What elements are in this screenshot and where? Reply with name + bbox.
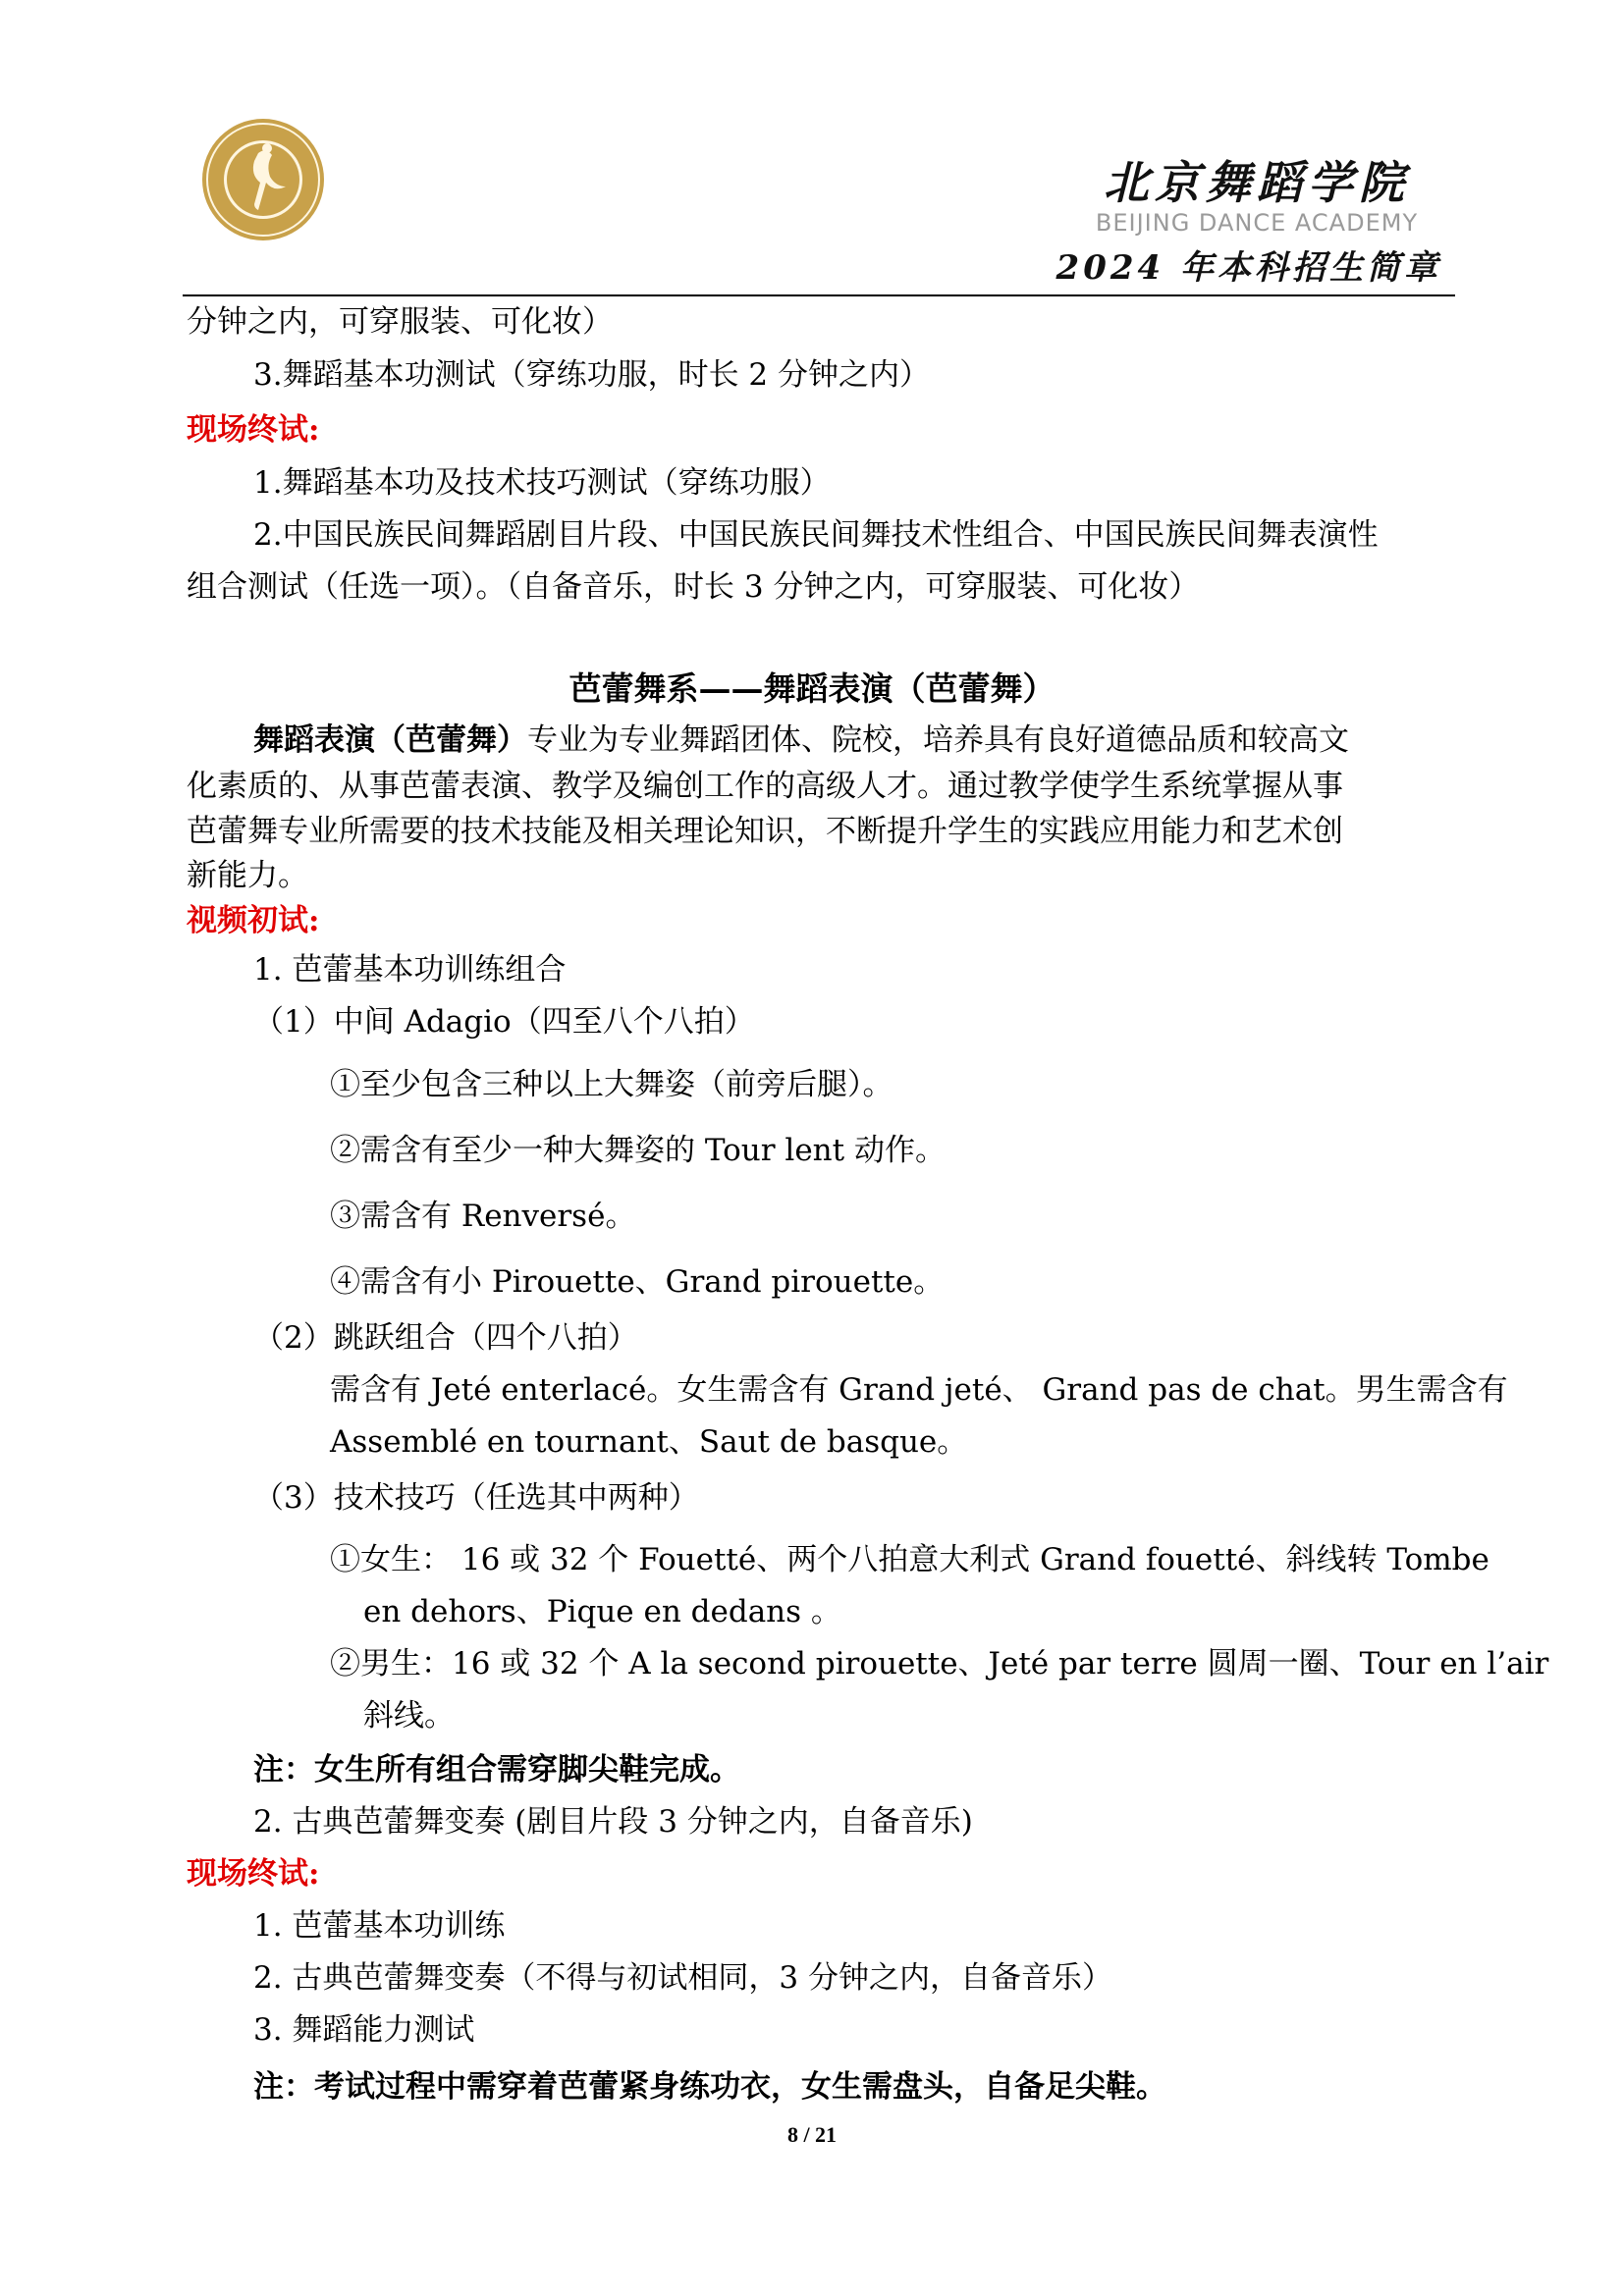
list-item: Assemblé en tournant、Saut de basque。 <box>330 1424 968 1460</box>
list-item: 需含有 Jeté enterlacé。女生需含有 Grand jeté、 Grand pas de chat。男生需含有 <box>330 1372 1508 1408</box>
section-label-video-exam: 视频初试: <box>187 903 320 938</box>
list-item: ①女生： 16 或 32 个 Fouetté、两个八拍意大利式 Grand fouetté、斜线转 Tombe <box>330 1542 1489 1577</box>
list-item: ③需含有 Renversé。 <box>330 1199 636 1234</box>
section-heading: 芭蕾舞系——舞蹈表演（芭蕾舞） <box>568 669 1056 708</box>
list-item: （3）技术技巧（任选其中两种） <box>253 1480 699 1516</box>
paragraph-line: 芭蕾舞专业所需要的技术技能及相关理论知识，不断提升学生的实践应用能力和艺术创 <box>187 814 1343 849</box>
text-line: 2.中国民族民间舞蹈剧目片段、中国民族民间舞技术性组合、中国民族民间舞表演性 <box>253 517 1379 553</box>
list-item: （2）跳跃组合（四个八拍） <box>253 1320 638 1356</box>
paragraph-text: 专业为专业舞蹈团体、院校，培养具有良好道德品质和较高文 <box>527 722 1349 758</box>
header-divider <box>183 294 1455 296</box>
section-label-final-exam: 现场终试: <box>187 412 320 448</box>
text-line: 1.舞蹈基本功及技术技巧测试（穿练功服） <box>253 465 831 501</box>
note-text: 注：考试过程中需穿着芭蕾紧身练功衣，女生需盘头，自备足尖鞋。 <box>253 2069 1166 2105</box>
text-line: 3.舞蹈基本功测试（穿练功服，时长 2 分钟之内） <box>253 357 931 393</box>
academy-logo <box>199 116 327 243</box>
list-item: 3. 舞蹈能力测试 <box>253 2012 475 2048</box>
list-item: ②需含有至少一种大舞姿的 Tour lent 动作。 <box>330 1133 946 1168</box>
list-item: ①至少包含三种以上大舞姿（前旁后腿）。 <box>330 1067 893 1102</box>
paragraph-line: 新能力。 <box>187 858 308 893</box>
paragraph-line: 化素质的、从事芭蕾表演、教学及编创工作的高级人才。通过教学使学生系统掌握从事 <box>187 769 1343 804</box>
brochure-title: 2024 年本科招生简章 <box>1056 248 1441 288</box>
text-line: 组合测试（任选一项）。（自备音乐，时长 3 分钟之内，可穿服装、可化妆） <box>187 569 1200 605</box>
brand-english-name: BEIJING DANCE ACADEMY <box>1095 209 1419 237</box>
list-item: 2. 古典芭蕾舞变奏（不得与初试相同，3 分钟之内，自备音乐） <box>253 1960 1113 1996</box>
list-item: ②男生：16 或 32 个 A la second pirouette、Jeté par terre 圆周一圈、Tour en l’air <box>330 1646 1549 1682</box>
list-item: 1. 芭蕾基本功训练组合 <box>253 952 567 988</box>
text-line: 分钟之内，可穿服装、可化妆） <box>187 304 613 340</box>
page-number: 8 / 21 <box>786 2122 838 2147</box>
list-item: 1. 芭蕾基本功训练 <box>253 1908 506 1944</box>
major-name: 舞蹈表演（芭蕾舞） <box>253 722 527 758</box>
list-item: 斜线。 <box>363 1698 455 1734</box>
list-item: 2. 古典芭蕾舞变奏 (剧目片段 3 分钟之内，自备音乐) <box>253 1804 973 1840</box>
list-item: （1）中间 Adagio（四至八个八拍） <box>253 1004 755 1040</box>
brand-chinese-name: 北京舞蹈学院 <box>1104 156 1410 209</box>
paragraph-line <box>253 721 1349 760</box>
list-item: en dehors、Pique en dedans 。 <box>363 1594 841 1629</box>
note-text: 注：女生所有组合需穿脚尖鞋完成。 <box>253 1752 740 1788</box>
list-item: ④需含有小 Pirouette、Grand pirouette。 <box>330 1264 945 1300</box>
section-label-final-exam: 现场终试: <box>187 1856 320 1892</box>
